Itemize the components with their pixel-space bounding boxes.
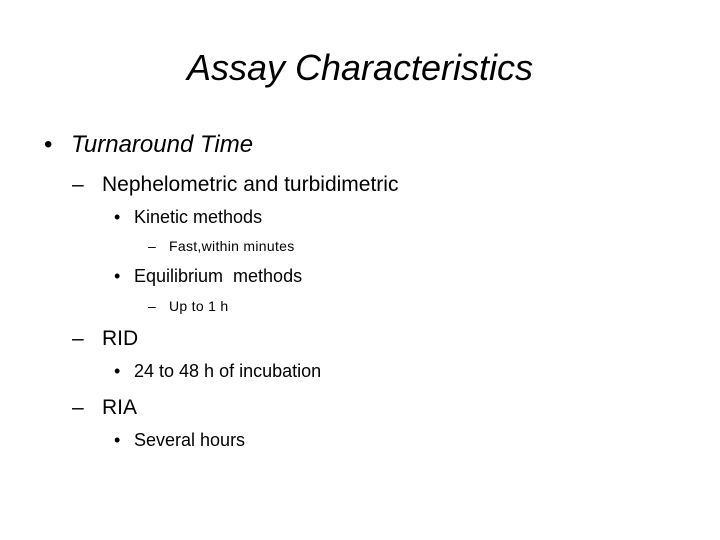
bullet-dash: – <box>148 238 157 254</box>
subbullet-several-hours <box>114 430 245 452</box>
bullet-text: 24 to 48 h of incubation <box>134 361 322 381</box>
bullet-text: Fast,within minutes <box>169 238 295 254</box>
bullet-dash: – <box>72 396 84 419</box>
bullet-text: Equilibrium methods <box>134 266 303 286</box>
bullet-dot: • <box>114 430 121 450</box>
bullet-text: Several hours <box>134 430 246 450</box>
subbullet-equilibrium-methods <box>114 266 302 288</box>
bullet-text: RID <box>102 327 139 350</box>
bullet-dot: • <box>114 361 121 381</box>
subbullet-fast <box>148 238 295 255</box>
subbullet-kinetic-methods <box>114 207 262 229</box>
bullet-dash: – <box>72 327 84 350</box>
bullet-turnaround-time <box>44 131 253 160</box>
slide-title: Assay Characteristics <box>186 47 534 88</box>
bullet-text: RIA <box>102 396 138 419</box>
bullet-text: Kinetic methods <box>134 207 263 227</box>
bullet-text: Turnaround Time <box>71 131 254 158</box>
bullet-text: Up to 1 h <box>169 298 229 314</box>
subbullet-ria <box>72 395 137 420</box>
subbullet-incubation <box>114 361 321 383</box>
bullet-dash: – <box>72 173 84 196</box>
subbullet-rid <box>72 326 138 351</box>
subbullet-nephelometric <box>72 172 398 197</box>
bullet-dot: • <box>44 131 53 158</box>
bullet-dash: – <box>148 298 157 314</box>
bullet-dot: • <box>114 266 121 286</box>
subbullet-up-to-1h <box>148 298 229 315</box>
bullet-dot: • <box>114 207 121 227</box>
bullet-text: Nephelometric and turbidimetric <box>102 173 399 196</box>
